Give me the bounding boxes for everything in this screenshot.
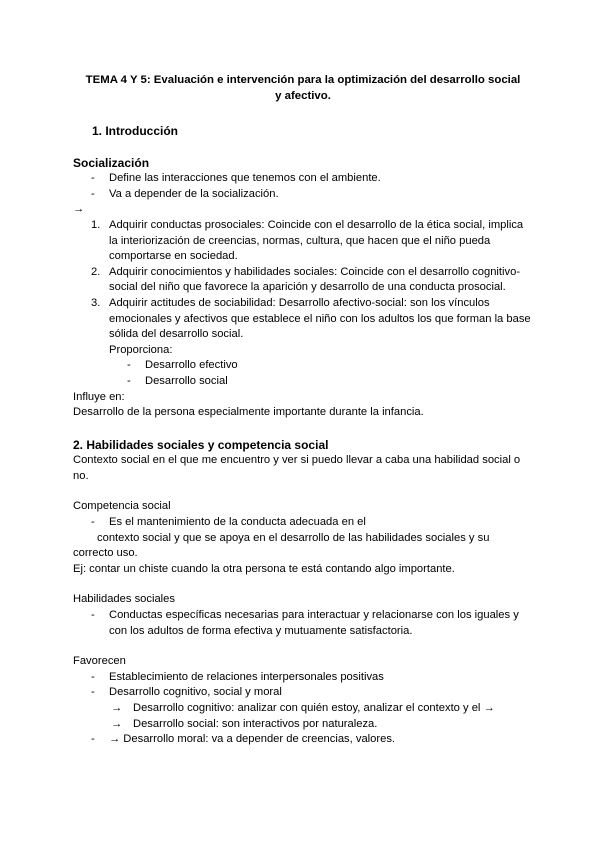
dash-bullet: -: [91, 609, 95, 622]
list-item: [73, 685, 533, 701]
competencia-label: Competencia social: [73, 500, 171, 513]
list-item-text: → Desarrollo moral: va a depender de creencias, valores.: [109, 733, 396, 746]
numbered-item: [73, 296, 533, 343]
section-2-heading: 2. Habilidades sociales y competencia social: [73, 437, 329, 452]
proporciona-label: Proporciona:: [109, 343, 173, 356]
numbered-item-text: Adquirir actitudes de sociabilidad: Desarrollo afectivo-social: son los vínculos emocionales y afectivos que establece el niño con los adultos los que forman la base sólida del desarrollo social.: [109, 296, 531, 341]
arrow-icon: →: [111, 717, 123, 730]
list-item-text: Es el mantenimiento de la conducta adecuada en el: [109, 516, 366, 529]
numbered-item-text: Adquirir conductas prosociales: Coincide con el desarrollo de la ética social, implica la interiorización de creencias, normas, cultura, que hacen que el niño pueda comportarse en sociedad.: [109, 218, 524, 263]
section-2-intro: Contexto social en el que me encuentro y ver si puedo llevar a caba una habilidad social o no.: [73, 454, 521, 482]
list-item: [73, 732, 533, 748]
continuation-text: correcto uso.: [73, 547, 138, 560]
dash-bullet: -: [91, 516, 95, 529]
list-item-text: Conductas específicas necesarias para interactuar y relacionarse con los iguales y con los adultos de forma efectiva y mutuamente satisfactoria.: [109, 609, 519, 637]
item-number: 1.: [91, 218, 101, 231]
arrow-item-text: Desarrollo social: son interactivos por naturaleza.: [133, 717, 378, 730]
dash-bullet: -: [91, 172, 95, 185]
item-number: 2.: [91, 265, 101, 278]
sub-list-item: [73, 358, 533, 374]
dash-bullet: -: [91, 733, 95, 746]
list-item-text: Desarrollo cognitivo, social y moral: [109, 686, 282, 699]
list-item: [73, 515, 533, 531]
continuation-text: contexto social y que se apoya en el desarrollo de las habilidades sociales y su: [97, 531, 490, 544]
arrow-item: [73, 701, 533, 717]
dash-bullet: -: [91, 670, 95, 683]
sub-list-item-text: Desarrollo efectivo: [145, 359, 238, 372]
dash-bullet: -: [91, 686, 95, 699]
favorecen-label: Favorecen: [73, 655, 126, 668]
dash-bullet: -: [127, 359, 131, 372]
section-1-heading: 1. Introducción: [92, 124, 179, 138]
document-page: [73, 72, 533, 748]
example-text: Ej: contar un chiste cuando la otra persona te está contando algo importante.: [73, 562, 455, 575]
document-title: TEMA 4 Y 5: Evaluación e intervención para la optimización del desarrollo social y afectivo.: [85, 74, 521, 102]
list-item-text: Define las interacciones que tenemos con el ambiente.: [109, 172, 381, 185]
list-item-text: Va a depender de la socialización.: [109, 187, 279, 200]
numbered-item: [73, 218, 533, 265]
item-number: 3.: [91, 296, 101, 309]
socializacion-heading: Socialización: [73, 155, 150, 170]
influye-text: Desarrollo de la persona especialmente importante durante la infancia.: [73, 406, 424, 419]
list-item: [73, 171, 533, 187]
arrow-marker: →: [73, 203, 85, 216]
sub-list-item: [73, 374, 533, 390]
dash-bullet: -: [127, 374, 131, 387]
arrow-item-text: Desarrollo cognitivo: analizar con quién estoy, analizar el contexto y el →: [133, 702, 495, 714]
habilidades-label: Habilidades sociales: [73, 593, 175, 606]
sub-list-item-text: Desarrollo social: [145, 374, 228, 387]
list-item: [73, 187, 533, 203]
dash-bullet: -: [91, 187, 95, 200]
numbered-item-text: Adquirir conocimientos y habilidades sociales: Coincide con el desarrollo cognitivo-social del niño que favorece la aparición y desarrollo de una conducta prosocial.: [109, 265, 521, 294]
list-item-text: Establecimiento de relaciones interpersonales positivas: [109, 670, 384, 683]
list-item: [73, 670, 533, 686]
list-item: [73, 608, 533, 639]
arrow-item: [73, 717, 533, 733]
influye-label: Influye en:: [73, 390, 125, 403]
numbered-item: [73, 265, 533, 296]
arrow-icon: →: [111, 702, 123, 714]
